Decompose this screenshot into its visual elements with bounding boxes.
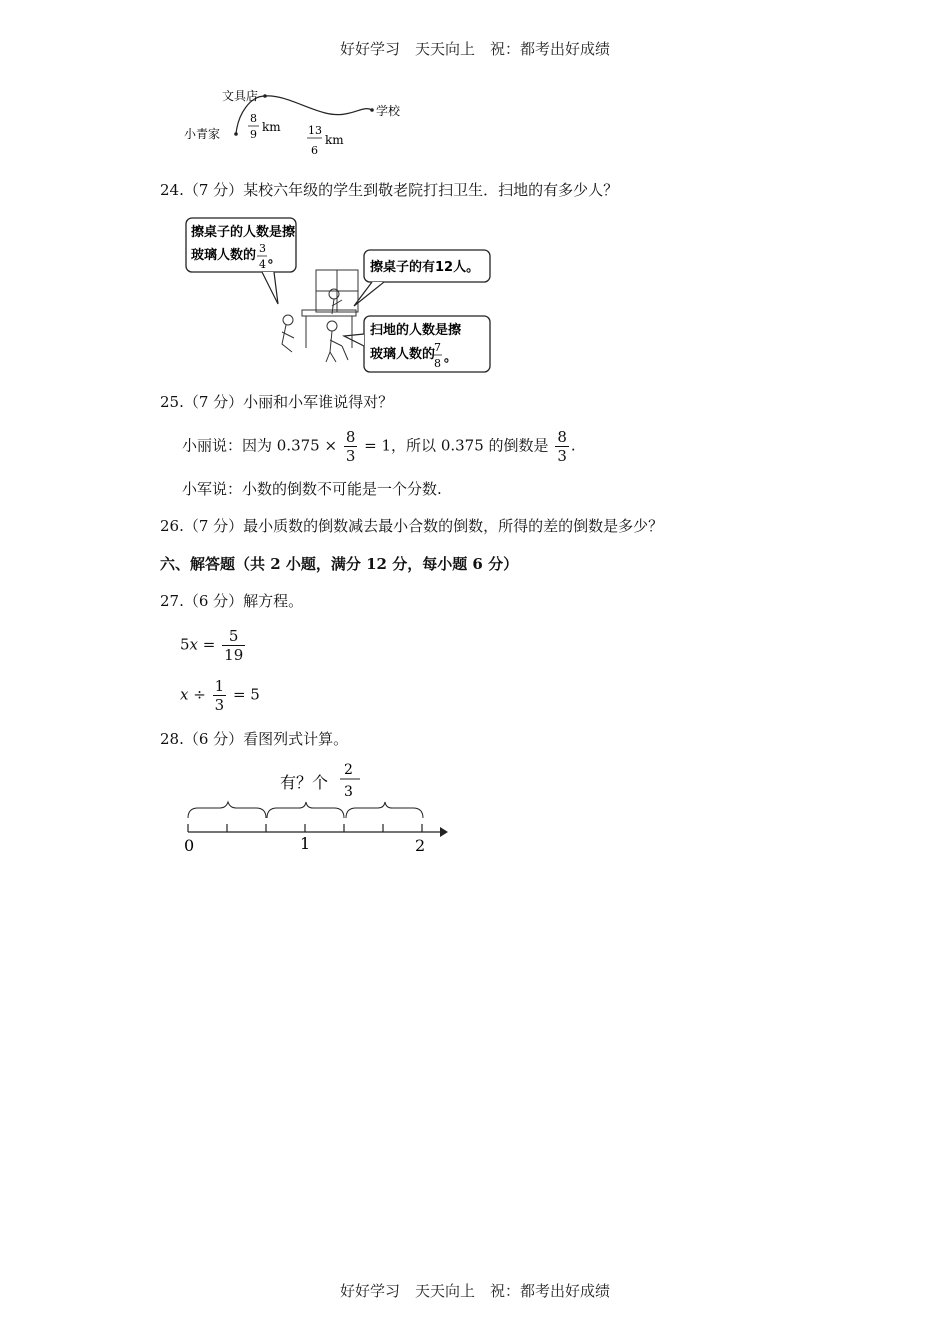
tick-label-0: 0 xyxy=(184,836,195,855)
d1-numerator: 8 xyxy=(250,112,257,125)
d2-numerator: 13 xyxy=(308,124,322,137)
question-26: 26.（7 分）最小质数的倒数减去最小合数的倒数，所得的差的倒数是多少？ xyxy=(160,517,664,535)
store-label: 文具店 xyxy=(222,89,259,103)
school-label: 学校 xyxy=(376,104,401,118)
d2-unit: km xyxy=(325,133,344,147)
school-point xyxy=(370,108,374,112)
xiaoli-statement xyxy=(182,428,576,465)
question-24: 24.（7 分）某校六年级的学生到敬老院打扫卫生．扫地的有多少人？ xyxy=(160,181,619,199)
tick-label-1: 1 xyxy=(300,834,311,853)
eq1-fraction xyxy=(222,627,245,664)
classroom-scene xyxy=(282,270,358,362)
brace-3 xyxy=(346,802,423,818)
bubble-3-numerator: 7 xyxy=(434,341,441,354)
figure-label: 有？个 xyxy=(280,773,329,792)
d2-denominator: 6 xyxy=(311,144,318,157)
d1-unit: km xyxy=(262,120,281,134)
eq2-variable: x xyxy=(180,685,189,704)
xiaoli-fraction-2 xyxy=(555,428,569,465)
xiaoli-fraction-2-num: 8 xyxy=(557,428,567,446)
eq2-fraction xyxy=(213,677,227,714)
bubble-1-denominator: 4 xyxy=(259,258,266,271)
figure-fraction-num: 2 xyxy=(344,762,353,778)
figure-fraction-den: 3 xyxy=(344,784,353,800)
eq2-rest: = 5 xyxy=(232,685,260,704)
section-6-heading: 六、解答题（共 2 小题，满分 12 分，每小题 6 分） xyxy=(160,555,519,573)
home-label: 小青家 xyxy=(184,127,221,141)
bubble-3-denominator: 8 xyxy=(434,357,441,370)
eq1-numerator: 5 xyxy=(222,627,245,646)
xiaoli-end: . xyxy=(570,436,576,455)
axis-arrow xyxy=(440,827,448,837)
question-28: 28.（6 分）看图列式计算。 xyxy=(160,730,349,748)
bubble-1-end: 。 xyxy=(268,251,282,266)
equation-1 xyxy=(180,627,247,664)
bubble-3-line-2: 玻璃人数的 xyxy=(370,347,436,362)
cleaning-figure xyxy=(182,214,494,376)
bubble-3-line-1: 扫地的人数是擦 xyxy=(370,323,462,338)
store-point xyxy=(263,94,267,98)
xiaoli-middle: = 1，所以 0.375 的倒数是 xyxy=(364,436,549,455)
eq1-equals: = xyxy=(202,635,216,654)
eq1-variable: x xyxy=(189,635,199,654)
xiaoli-fraction-1-den: 3 xyxy=(345,447,356,465)
eq2-operator: ÷ xyxy=(193,685,206,704)
question-25: 25.（7 分）小丽和小军谁说得对？ xyxy=(160,393,394,411)
question-27: 27.（6 分）解方程。 xyxy=(160,592,304,610)
d1-denominator: 9 xyxy=(250,128,257,141)
page-header: 好好学习 天天向上 祝：都考出好成绩 xyxy=(339,40,610,58)
bubble-2-text: 擦桌子的有12人。 xyxy=(370,260,480,275)
eq2-numerator: 1 xyxy=(214,677,225,695)
route-map-figure xyxy=(180,84,420,162)
bubble-1-line-1: 擦桌子的人数是擦 xyxy=(191,225,296,240)
brace-1 xyxy=(188,802,266,818)
equation-2 xyxy=(180,677,260,714)
bubble-3-end: 。 xyxy=(444,350,458,365)
tick-label-2: 2 xyxy=(415,836,426,855)
eq1-denominator: 19 xyxy=(224,646,244,664)
eq1-coefficient: 5 xyxy=(180,635,190,654)
xiaoli-fraction-2-den: 3 xyxy=(557,447,567,465)
page-footer: 好好学习 天天向上 祝：都考出好成绩 xyxy=(339,1282,610,1300)
xiaoli-prefix: 小丽说：因为 0.375 × xyxy=(182,436,338,455)
eq2-denominator: 3 xyxy=(214,696,225,714)
xiaoli-fraction-1-num: 8 xyxy=(345,428,356,446)
bubble-1-numerator: 3 xyxy=(259,242,266,255)
xiaoli-fraction-1 xyxy=(344,428,358,465)
xiaojun-statement: 小军说：小数的倒数不可能是一个分数. xyxy=(182,480,442,498)
home-point xyxy=(234,132,238,136)
number-line-figure xyxy=(178,756,458,860)
brace-2 xyxy=(267,802,344,818)
bubble-1-line-2: 玻璃人数的 xyxy=(191,248,257,263)
